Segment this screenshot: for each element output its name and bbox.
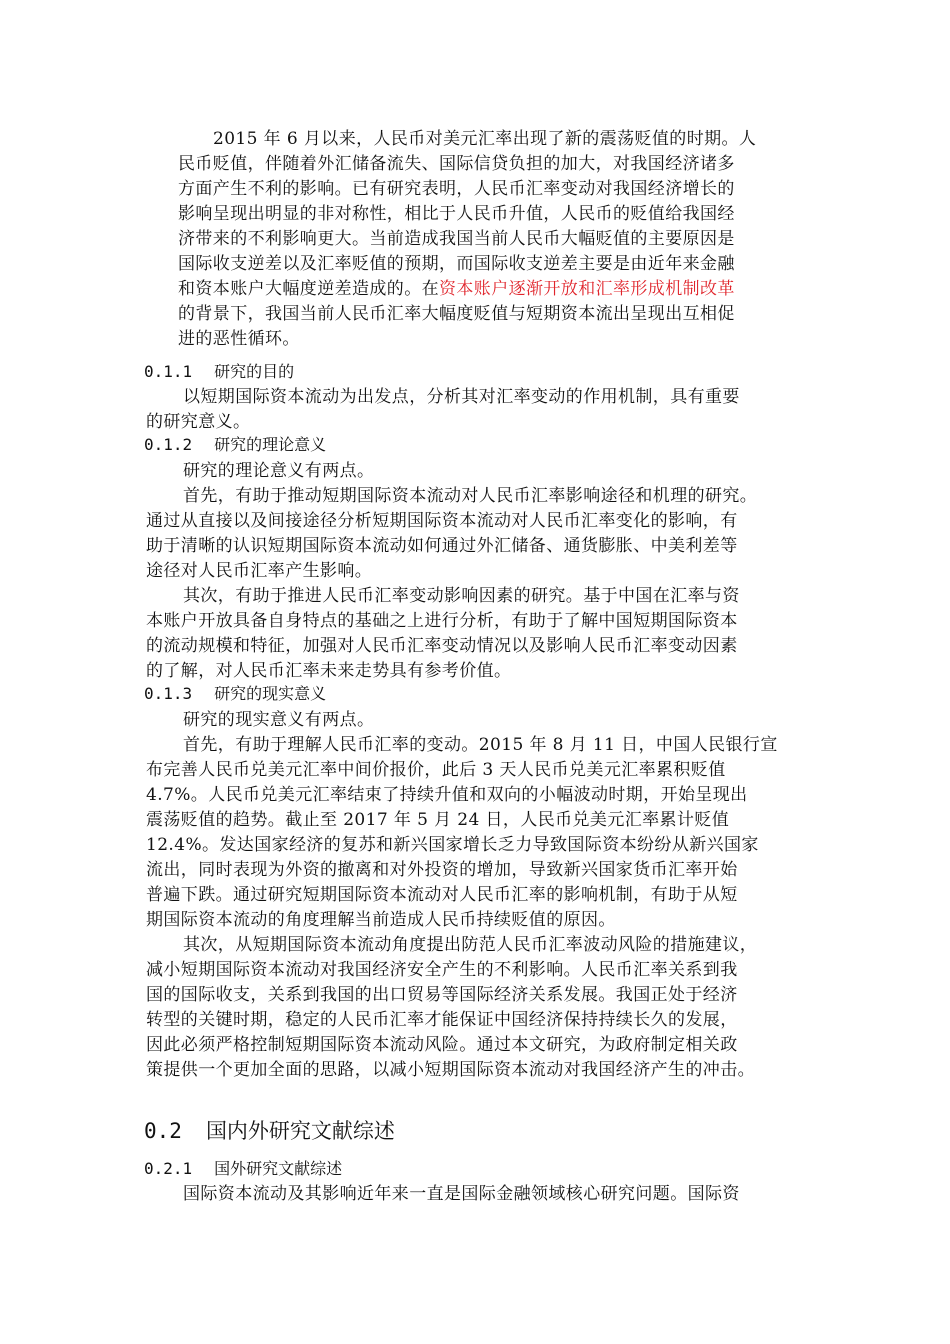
text-line: 流出，同时表现为外资的撤离和对外投资的增加，导致新兴国家货币汇率开始: [146, 860, 738, 880]
text-line: 国的国际收支，关系到我国的出口贸易等国际经济关系发展。我国正处于经济: [146, 985, 738, 1005]
section-number: 0.1.3: [144, 684, 193, 703]
section-number: 0.2.1: [144, 1159, 193, 1178]
text-line: 期国际资本流动的角度理解当前造成人民币持续贬值的原因。: [146, 910, 616, 930]
text-line: 的背景下，我国当前人民币汇率大幅度贬值与短期资本流出呈现出互相促: [178, 304, 735, 324]
text-line: 首先，有助于推动短期国际资本流动对人民币汇率影响途径和机理的研究。: [183, 486, 758, 506]
highlighted-text: 资本账户逐渐开放和汇率形成机制改革: [439, 279, 735, 299]
section-title: 国内外研究文献综述: [205, 1119, 395, 1143]
text-line: 的研究意义。: [146, 412, 251, 432]
text-line: 减小短期国际资本流动对我国经济安全产生的不利影响。人民币汇率关系到我: [146, 960, 738, 980]
text-segment: 和资本账户大幅度逆差造成的。在: [178, 279, 439, 299]
section-title: 国外研究文献综述: [214, 1159, 343, 1178]
text-line: 影响呈现出明显的非对称性，相比于人民币升值，人民币的贬值给我国经: [178, 204, 735, 224]
text-line: 的流动规模和特征，加强对人民币汇率变动情况以及影响人民币汇率变动因素: [146, 636, 738, 656]
text-line: 2015 年 6 月以来，人民币对美元汇率出现了新的震荡贬值的时期。人: [213, 129, 757, 149]
section-heading: [144, 1117, 395, 1145]
text-line: 国际资本流动及其影响近年来一直是国际金融领域核心研究问题。国际资: [183, 1184, 740, 1204]
text-line: 其次，有助于推进人民币汇率变动影响因素的研究。基于中国在汇率与资: [183, 586, 740, 606]
section-title: 研究的理论意义: [214, 435, 327, 454]
text-line: 因此必须严格控制短期国际资本流动风险。通过本文研究，为政府制定相关政: [146, 1035, 738, 1055]
text-line: 首先，有助于理解人民币汇率的变动。2015 年 8 月 11 日，中国人民银行宣: [183, 735, 778, 755]
text-line: 其次，从短期国际资本流动角度提出防范人民币汇率波动风险的措施建议，: [183, 935, 758, 955]
section-number: 0.1.1: [144, 362, 193, 381]
text-line: 以短期国际资本流动为出发点，分析其对汇率变动的作用机制，具有重要: [183, 387, 740, 407]
text-line: 通过从直接以及间接途径分析短期国际资本流动对人民币汇率变化的影响，有: [146, 511, 738, 531]
text-line: 民币贬值，伴随着外汇储备流失、国际信贷负担的加大，对我国经济诸多: [178, 154, 735, 174]
section-heading: [144, 434, 326, 456]
text-line: 本账户开放具备自身特点的基础之上进行分析，有助于了解中国短期国际资本: [146, 611, 738, 631]
text-line: 震荡贬值的趋势。截止至 2017 年 5 月 24 日，人民币兑美元汇率累计贬值: [146, 810, 730, 830]
section-heading: [144, 361, 294, 383]
text-line: [178, 277, 735, 302]
text-line: 布完善人民币兑美元汇率中间价报价，此后 3 天人民币兑美元汇率累积贬值: [146, 760, 726, 780]
text-line: 助于清晰的认识短期国际资本流动如何通过外汇储备、通货膨胀、中美利差等: [146, 536, 738, 556]
section-title: 研究的现实意义: [214, 684, 327, 703]
text-line: 研究的现实意义有两点。: [183, 710, 375, 730]
text-line: 的了解，对人民币汇率未来走势具有参考价值。: [146, 661, 512, 681]
text-line: 方面产生不利的影响。已有研究表明，人民币汇率变动对我国经济增长的: [178, 179, 735, 199]
text-line: 研究的理论意义有两点。: [183, 461, 375, 481]
text-line: 4.7%。人民币兑美元汇率结束了持续升值和双向的小幅波动时期，开始呈现出: [146, 785, 748, 805]
section-title: 研究的目的: [214, 362, 295, 381]
text-line: 12.4%。发达国家经济的复苏和新兴国家增长乏力导致国际资本纷纷从新兴国家: [146, 835, 759, 855]
section-number: 0.1.2: [144, 435, 193, 454]
text-line: 国际收支逆差以及汇率贬值的预期，而国际收支逆差主要是由近年来金融: [178, 254, 735, 274]
section-heading: [144, 1158, 342, 1180]
section-heading: [144, 683, 326, 705]
text-line: 转型的关键时期，稳定的人民币汇率才能保证中国经济保持持续长久的发展，: [146, 1010, 738, 1030]
text-line: 策提供一个更加全面的思路，以减小短期国际资本流动对我国经济产生的冲击。: [146, 1060, 755, 1080]
section-number: 0.2: [144, 1119, 182, 1143]
text-line: 济带来的不利影响更大。当前造成我国当前人民币大幅贬值的主要原因是: [178, 229, 735, 249]
text-line: 途径对人民币汇率产生影响。: [146, 561, 373, 581]
text-line: 普遍下跌。通过研究短期国际资本流动对人民币汇率的影响机制，有助于从短: [146, 885, 738, 905]
text-line: 进的恶性循环。: [178, 329, 300, 349]
